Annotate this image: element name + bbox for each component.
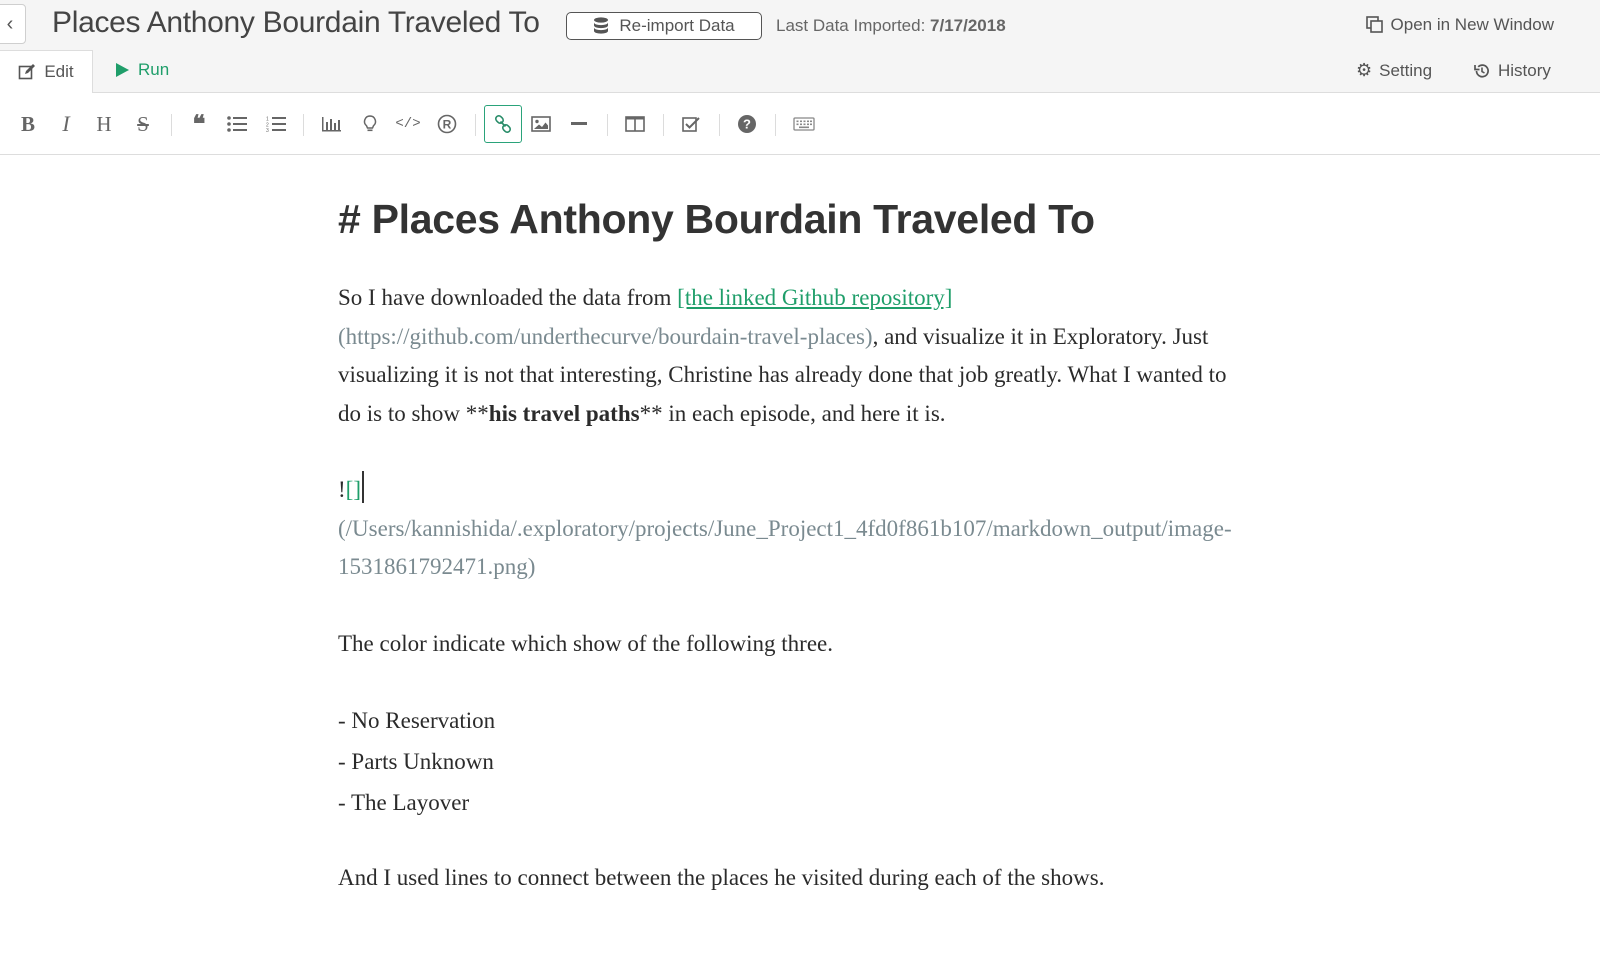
columns-button[interactable] — [617, 106, 653, 142]
bold-button[interactable] — [10, 106, 46, 142]
svg-text:R: R — [442, 117, 452, 132]
link-button[interactable] — [484, 105, 522, 143]
checkbox-icon — [682, 116, 700, 132]
bold-text: his travel paths — [488, 400, 640, 426]
heading-icon: H — [96, 111, 112, 136]
image-bang: ! — [338, 477, 346, 502]
open-new-window-label: Open in New Window — [1390, 15, 1554, 34]
toolbar-divider — [775, 114, 776, 136]
code-icon: </> — [395, 116, 421, 132]
heading-button[interactable] — [86, 106, 122, 142]
last-import-info — [776, 16, 1006, 36]
history-icon — [1473, 62, 1491, 80]
intro-text-middle: , and visualize it in Exploratory. Just visualizing it is not that interesting, Christine has already done that job greatly. What I wanted to do is to show — [338, 323, 1227, 426]
list-item: - The Layover — [338, 790, 470, 815]
checkbox-button[interactable] — [673, 106, 709, 142]
list-item: - No Reservation — [338, 708, 496, 733]
tab-edit[interactable] — [0, 50, 93, 93]
svg-text:2: 2 — [266, 122, 269, 129]
toolbar-divider — [719, 114, 720, 136]
bullet-list-icon — [227, 116, 247, 132]
tab-run[interactable] — [114, 60, 169, 80]
bold-icon: B — [20, 111, 35, 136]
history-button[interactable] — [1473, 61, 1551, 81]
intro-text-end: in each episode, and here it is. — [662, 400, 946, 426]
open-new-window-button[interactable] — [1366, 15, 1554, 35]
markdown-toolbar — [0, 93, 1600, 155]
lines-paragraph: And I used lines to connect between the places he visited during each of the shows. — [338, 865, 1105, 890]
edit-icon — [18, 63, 36, 81]
lightbulb-icon — [363, 115, 377, 133]
chevron-left-icon: ‹ — [6, 12, 14, 35]
back-button[interactable] — [0, 4, 26, 44]
setting-label: Setting — [1379, 60, 1433, 80]
horizontal-rule-icon — [571, 122, 587, 126]
image-alt-brackets: [] — [345, 477, 361, 502]
intro-paragraph — [338, 279, 1238, 433]
bold-marker-close: ** — [639, 400, 663, 426]
help-button[interactable] — [729, 106, 765, 142]
svg-text:?: ? — [743, 116, 751, 132]
bullet-list-button[interactable] — [219, 106, 255, 142]
numbered-list-icon — [266, 116, 286, 132]
columns-icon — [625, 116, 645, 132]
last-import-label: Last Data Imported: — [776, 16, 926, 35]
copy-window-icon — [1366, 16, 1384, 34]
toolbar-divider — [475, 114, 476, 136]
last-import-date: 7/17/2018 — [930, 16, 1006, 35]
bar-chart-icon — [321, 116, 341, 132]
registered-icon — [437, 114, 457, 134]
tab-run-label: Run — [138, 60, 170, 79]
strikethrough-button[interactable] — [125, 106, 161, 142]
header-bar — [0, 0, 1600, 93]
image-button[interactable] — [523, 106, 559, 142]
toolbar-divider — [607, 114, 608, 136]
github-link-url: (https://github.com/underthecurve/bourdain-travel-places) — [338, 323, 873, 349]
gear-icon: ⚙ — [1356, 60, 1373, 80]
link-icon — [494, 115, 512, 133]
page-title: Places Anthony Bourdain Traveled To — [52, 6, 540, 39]
intro-text-start: So I have downloaded the data from — [338, 285, 678, 310]
bold-marker-open: ** — [465, 400, 489, 426]
horizontal-rule-button[interactable] — [561, 106, 597, 142]
quote-button[interactable] — [181, 106, 217, 142]
question-circle-icon — [737, 114, 757, 134]
document-heading: # Places Anthony Bourdain Traveled To — [338, 196, 1095, 242]
image-markdown — [338, 471, 1238, 587]
quote-icon: ❝ — [192, 110, 206, 138]
strikethrough-icon: S — [137, 111, 149, 136]
play-icon — [114, 62, 130, 78]
reimport-data-button[interactable] — [566, 12, 762, 40]
keyboard-icon — [793, 117, 815, 131]
svg-text:1: 1 — [266, 116, 269, 123]
text-cursor — [362, 471, 364, 503]
image-icon — [531, 116, 551, 132]
toolbar-divider — [171, 114, 172, 136]
numbered-list-button[interactable] — [258, 106, 294, 142]
code-button[interactable] — [390, 106, 426, 142]
chart-button[interactable] — [313, 106, 349, 142]
markdown-editor[interactable] — [338, 178, 1238, 898]
lightbulb-button[interactable] — [352, 106, 388, 142]
database-icon — [593, 17, 609, 35]
setting-button[interactable] — [1356, 60, 1432, 81]
toolbar-divider — [663, 114, 664, 136]
image-path: (/Users/kannishida/.exploratory/projects/June_Project1_4fd0f861b107/markdown_output/image-1531861792471.png) — [338, 515, 1232, 579]
history-label: History — [1498, 61, 1551, 80]
tab-edit-label: Edit — [44, 62, 74, 81]
reimport-label: Re-import Data — [619, 16, 735, 35]
italic-icon: I — [62, 111, 70, 136]
list-item: - Parts Unknown — [338, 749, 494, 774]
keyboard-shortcuts-button[interactable] — [786, 106, 822, 142]
svg-text:3: 3 — [266, 128, 269, 132]
github-link-text[interactable]: [the linked Github repository] — [677, 285, 953, 310]
italic-button[interactable] — [48, 106, 84, 142]
color-paragraph: The color indicate which show of the following three. — [338, 630, 833, 656]
r-code-button[interactable] — [429, 106, 465, 142]
show-list — [338, 700, 1238, 823]
toolbar-divider — [303, 114, 304, 136]
